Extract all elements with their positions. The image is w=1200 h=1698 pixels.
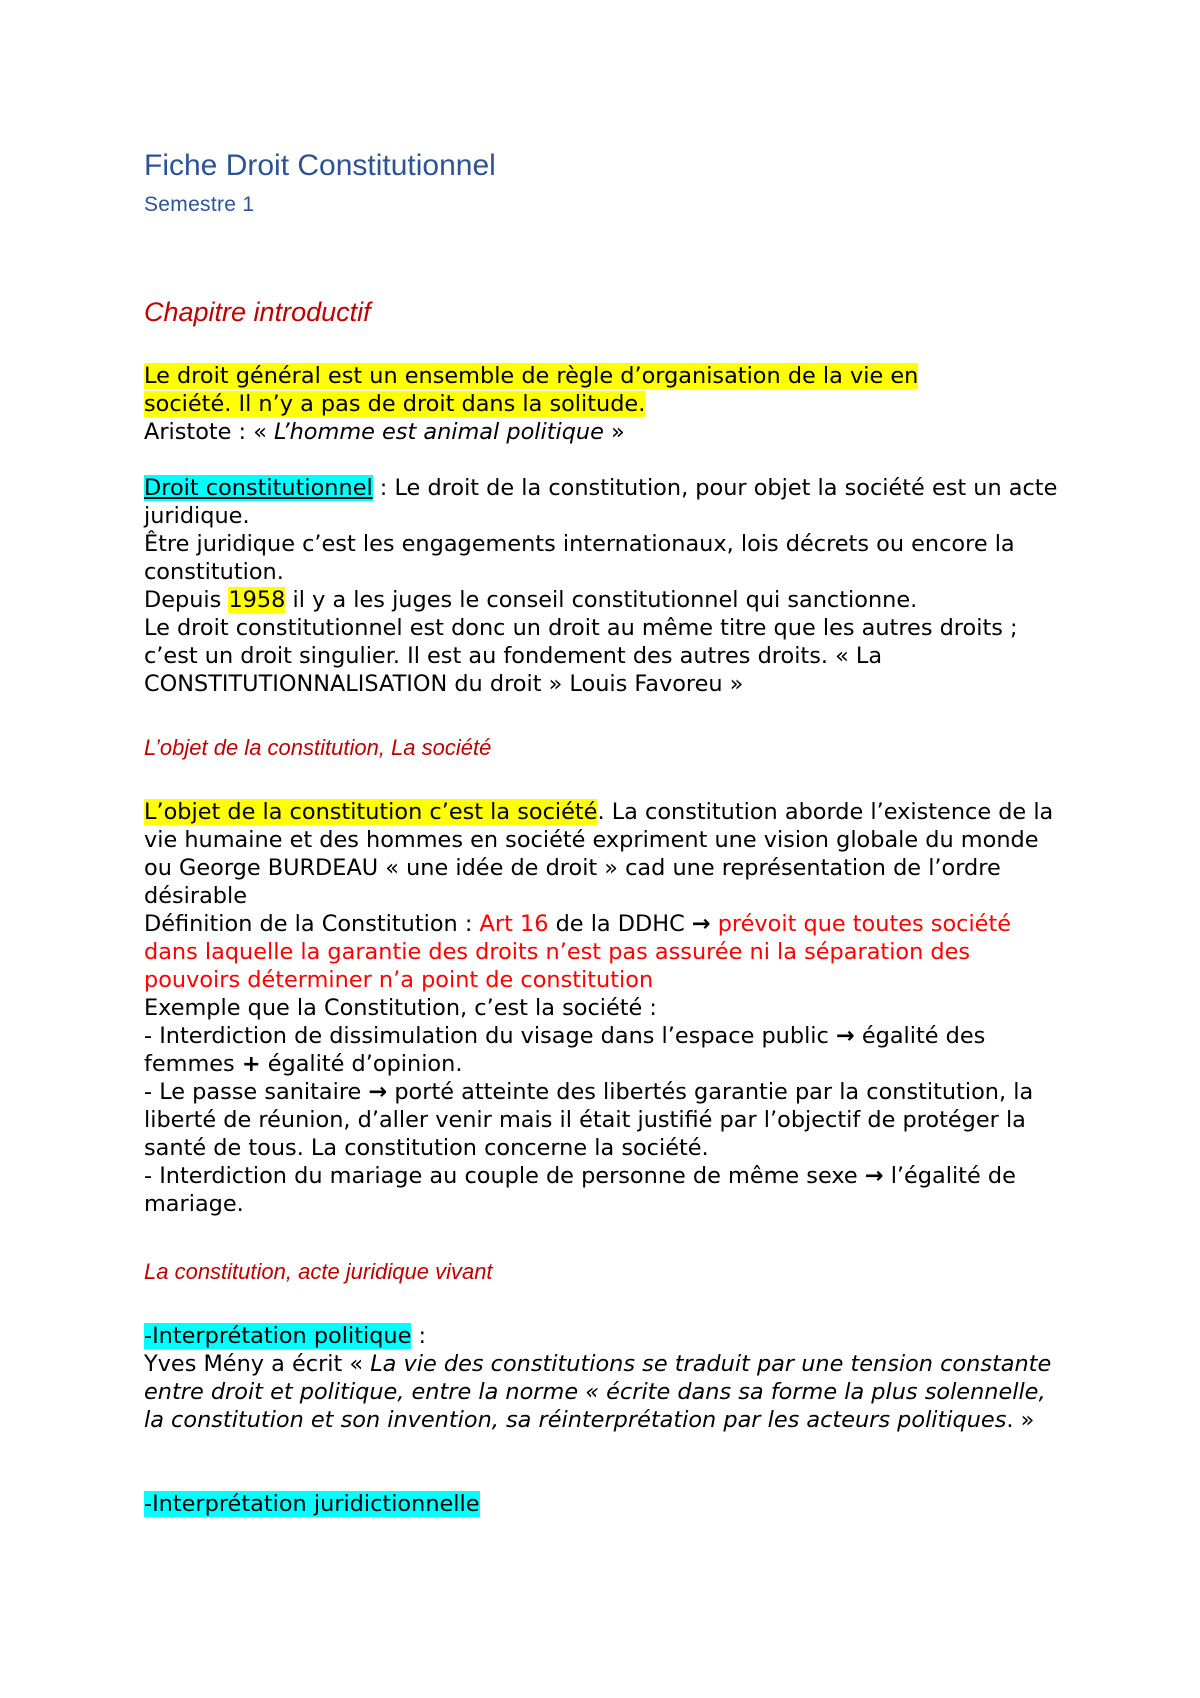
definition-text: : Le droit de la constitution, pour objet la société est un acte juridique. [144, 475, 1058, 529]
definition-prefix: Définition de la Constitution : [144, 911, 480, 937]
objet-rest-text: . La constitution aborde l’existence de la vie humaine et des hommes en société expriment une vision globale du monde ou George BURDEAU « une idée de droit » cad une représentation de l’ordre désirable [144, 799, 1054, 909]
definition-mid: de la DDHC [548, 911, 692, 937]
example-1-c: égalité d’opinion. [260, 1051, 463, 1077]
vivant-paragraph [144, 1322, 1064, 1434]
meny-prefix: Yves Mény a écrit « [144, 1351, 371, 1377]
highlighted-text: L’objet de la constitution c’est la société [144, 799, 598, 825]
etre-juridique-text: Être juridique c’est les engagements internationaux, lois décrets ou encore la constitution. [144, 531, 1015, 585]
aristote-quote: L’homme est animal politique [274, 419, 604, 445]
meny-quote: La vie des constitutions se traduit par une tension constante entre droit et politique, entre la norme « écrite dans sa forme la plus solennelle, la constitution et son invention, sa réinterprétation par les acteurs politiques [144, 1351, 1052, 1433]
article-ref: Art 16 [479, 911, 549, 937]
interpretation-politique-suffix: : [411, 1323, 427, 1349]
section-heading-objet: L’objet de la constitution, La société [144, 735, 492, 760]
example-2-b: porté atteinte des libertés garantie par la constitution, la liberté de réunion, d’aller venir mais il était justifié par l’objectif de protéger la santé de tous. La constitution concerne la société. [144, 1079, 1034, 1161]
meny-suffix: . » [1006, 1407, 1035, 1433]
year-highlight: 1958 [228, 587, 286, 613]
plus-icon: + [241, 1051, 261, 1077]
arrow-right-icon: → [835, 1023, 855, 1049]
depuis-prefix: Depuis [144, 587, 229, 613]
objet-paragraph [144, 798, 1064, 1218]
example-2-a: - Le passe sanitaire [144, 1079, 369, 1105]
example-3-a: - Interdiction du mariage au couple de personne de même sexe [144, 1163, 865, 1189]
document-subtitle: Semestre 1 [144, 193, 255, 216]
singulier-text: Le droit constitutionnel est donc un droit au même titre que les autres droits ; c’est un droit singulier. Il est au fondement des autres droits. « La CONSTITUTIONNALISATION du droit » Louis Favoreu » [144, 615, 1018, 697]
example-3-b: l’égalité de mariage. [144, 1163, 1016, 1217]
definition-red-text: prévoit que toutes société dans laquelle la garantie des droits n’est pas assurée ni la séparation des pouvoirs déterminer n’a point de constitution [144, 911, 1012, 993]
chapter-heading: Chapitre introductif [144, 297, 371, 327]
aristote-prefix: Aristote : « [144, 419, 275, 445]
term-droit-constitutionnel: Droit constitutionnel [144, 475, 373, 501]
highlighted-text: société. Il n’y a pas de droit dans la solitude. [144, 391, 646, 417]
arrow-right-icon: → [691, 911, 711, 937]
intro-paragraph [144, 362, 1064, 446]
aristote-suffix: » [603, 419, 625, 445]
interpretation-juridictionnelle-paragraph [144, 1490, 1064, 1518]
arrow-right-icon: → [864, 1163, 884, 1189]
document-title: Fiche Droit Constitutionnel [144, 149, 496, 182]
section-heading-vivant: La constitution, acte juridique vivant [144, 1259, 493, 1284]
interpretation-politique-heading: -Interprétation politique [144, 1323, 412, 1349]
example-1-a: - Interdiction de dissimulation du visage dans l’espace public [144, 1023, 836, 1049]
droit-constitutionnel-paragraph [144, 474, 1064, 698]
depuis-suffix: il y a les juges le conseil constitutionnel qui sanctionne. [285, 587, 918, 613]
interpretation-juridictionnelle-heading: -Interprétation juridictionnelle [144, 1491, 480, 1517]
arrow-right-icon: → [368, 1079, 388, 1105]
example-1-b: égalité des femmes [144, 1023, 986, 1077]
exemple-text: Exemple que la Constitution, c’est la société : [144, 995, 657, 1021]
highlighted-text: Le droit général est un ensemble de règle d’organisation de la vie en [144, 363, 919, 389]
